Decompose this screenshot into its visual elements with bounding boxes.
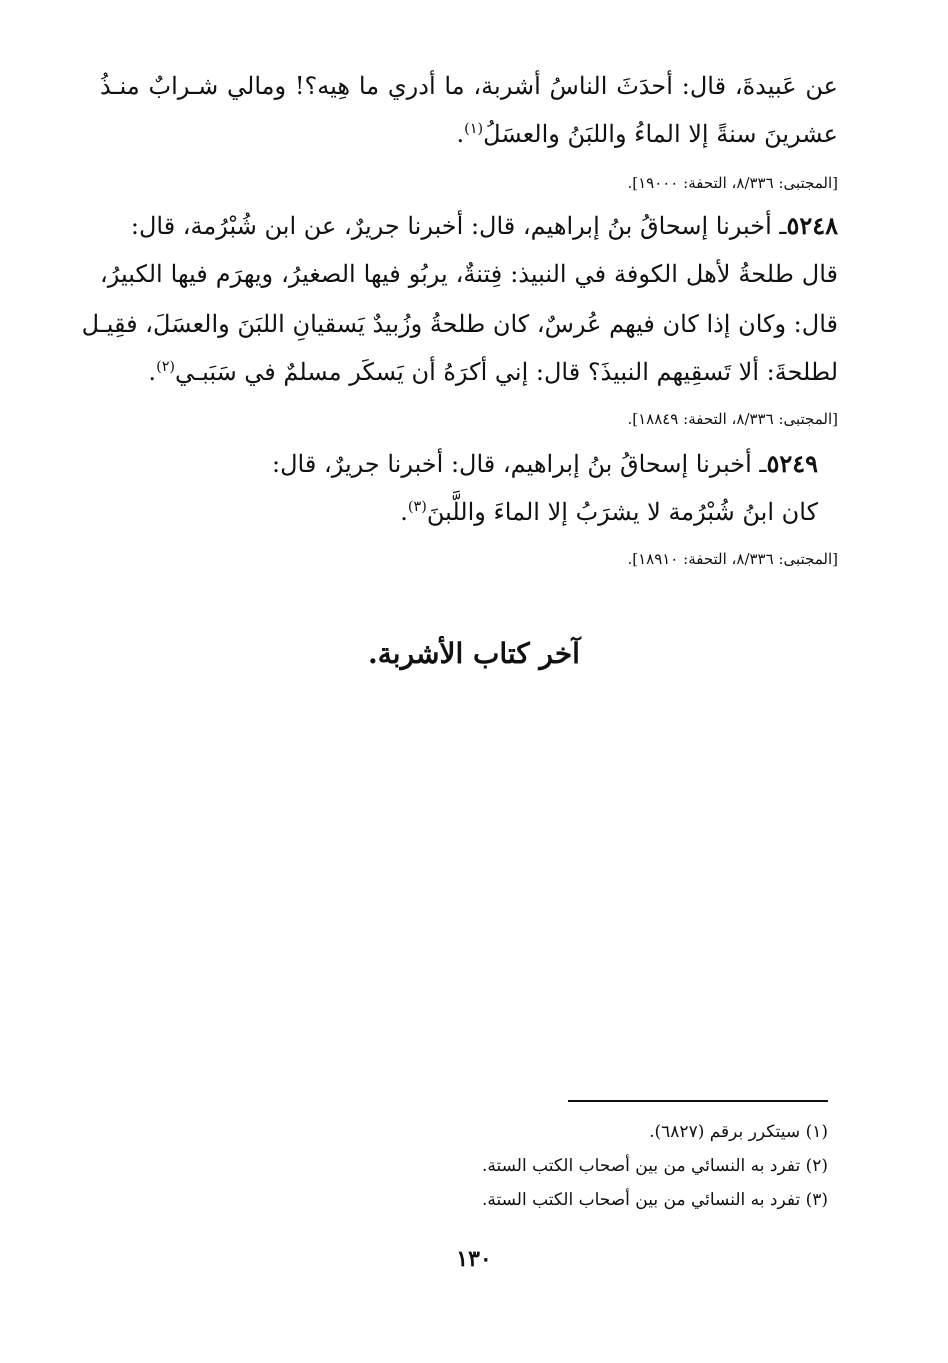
- reference-citation: [المجتبى: ٨/٣٣٦، التحفة: ١٨٩١٠].: [627, 550, 838, 568]
- footnote-marker: (١): [464, 121, 484, 137]
- text-line: عن عَبيدةَ، قال: أحدَثَ الناسُ أشربة، ما أدري ما هِيه؟! ومالي شـرابٌ منـذُ: [100, 72, 838, 100]
- hadith-number: ٥٢٤٩: [766, 449, 818, 478]
- footnote: (١) سيتكرر برقم (٦٨٢٧).: [649, 1122, 828, 1142]
- footnote: (٢) تفرد به النسائي من بين أصحاب الكتب الستة.: [481, 1156, 828, 1176]
- reference-citation: [المجتبى: ٨/٣٣٦، التحفة: ١٩٠٠٠].: [627, 174, 838, 192]
- hadith-isnad: ـ أخبرنا إسحاقُ بنُ إبراهيم، قال: أخبرنا جريرٌ، عن ابن شُبْرُمة، قال:: [130, 212, 787, 240]
- text-line: لطلحةَ: ألا تَسقِيهم النبيذَ؟ قال: إني أكرَهُ أن يَسكَر مسلمٌ في سَبَبـي$^{(٢)}$.: [148, 358, 838, 386]
- hadith-heading: [100, 449, 818, 478]
- footnote: (٣) تفرد به النسائي من بين أصحاب الكتب الستة.: [481, 1190, 828, 1210]
- footnote-separator: [568, 1100, 828, 1102]
- reference-citation: [المجتبى: ٨/٣٣٦، التحفة: ١٨٨٤٩].: [627, 410, 838, 428]
- text-line: قال طلحةُ لأهل الكوفة في النبيذ: فِتنةٌ، يربُو فيها الصغيرُ، ويهرَم فيها الكبيرُ،: [100, 260, 838, 288]
- hadith-isnad: ـ أخبرنا إسحاقُ بنُ إبراهيم، قال: أخبرنا جريرٌ، قال:: [272, 450, 767, 478]
- section-end-heading: آخر كتاب الأشربة.: [368, 637, 580, 670]
- text-line: كان ابنُ شُبْرُمة لا يشرَبُ إلا الماءَ واللَّبنَ$^{(٣)}$.: [400, 498, 818, 526]
- footnote-marker: (٣): [407, 499, 427, 515]
- text-span: كان ابنُ شُبْرُمة لا يشرَبُ إلا الماءَ واللَّبنَ: [426, 498, 818, 526]
- text-line: قال: وكان إذا كان فيهم عُرسٌ، كان طلحةُ وزُبيدٌ يَسقيانِ اللبَنَ والعسَلَ، فقِيـل: [81, 310, 838, 338]
- text-span: عشرينَ سنةً إلا الماءُ واللبَنُ والعسَلُ: [483, 120, 838, 148]
- page-number: ١٣٠: [456, 1246, 492, 1272]
- footnote-marker: (٢): [156, 359, 176, 375]
- text-line: عشرينَ سنةً إلا الماءُ واللبَنُ والعسَلُ$^{(١)}$.: [456, 120, 838, 148]
- text-span: لطلحةَ: ألا تَسقِيهم النبيذَ؟ قال: إني أكرَهُ أن يَسكَر مسلمٌ في سَبَبـي: [175, 358, 838, 386]
- hadith-heading: [100, 211, 838, 240]
- hadith-number: ٥٢٤٨: [786, 211, 838, 240]
